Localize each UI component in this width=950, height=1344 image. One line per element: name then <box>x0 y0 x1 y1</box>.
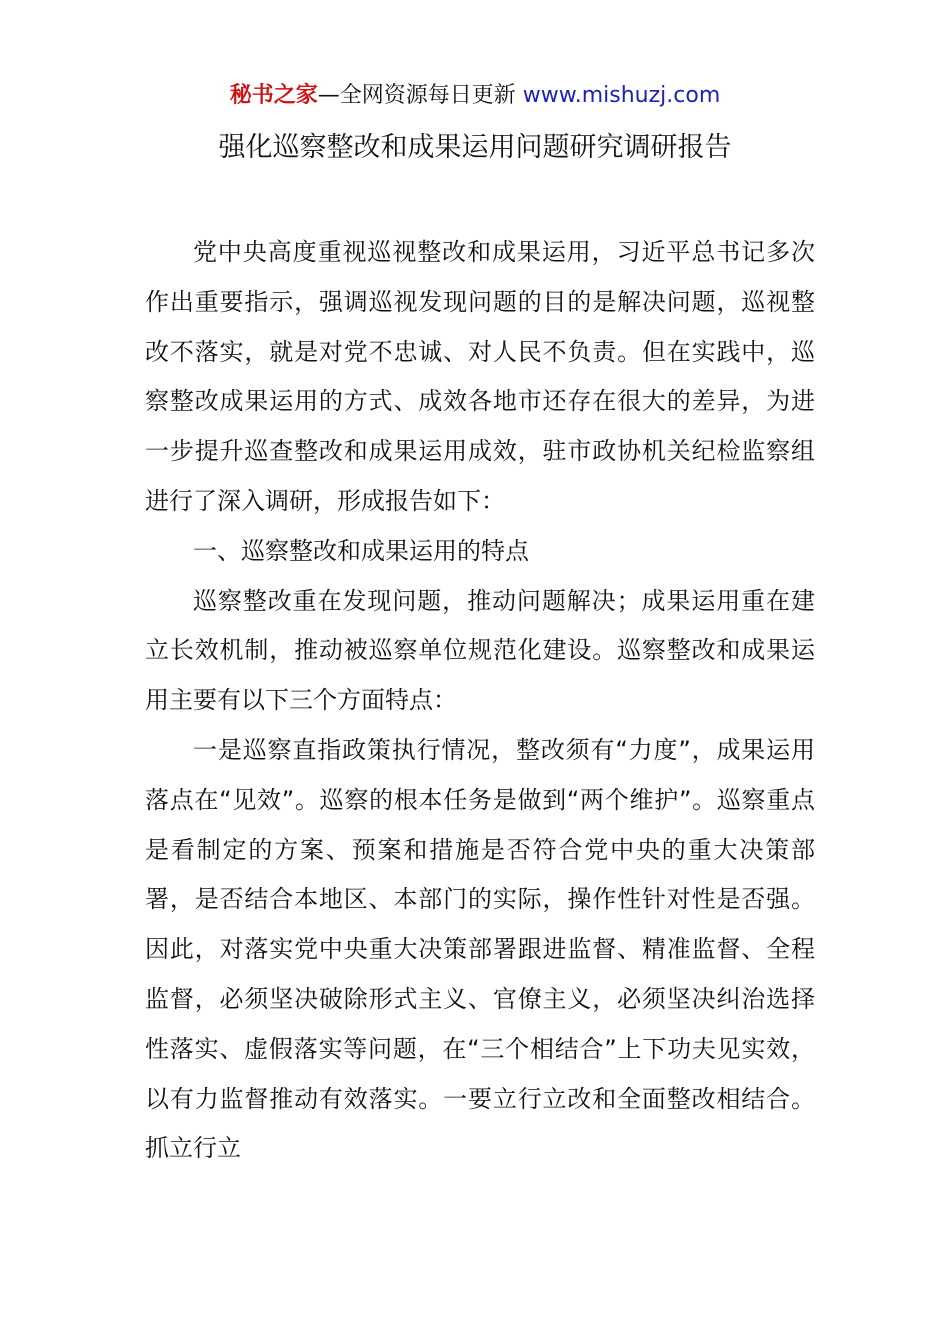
document-body <box>145 228 815 1174</box>
site-header <box>0 80 950 112</box>
section-heading-1: 一、巡察整改和成果运用的特点 <box>193 536 529 565</box>
site-tagline: —全网资源每日更新 <box>317 83 523 108</box>
paragraph-features: 巡察整改重在发现问题，推动问题解决；成果运用重在建立长效机制，推动被巡察单位规范化建设。巡察整改和成果运用主要有以下三个方面特点： <box>145 586 815 715</box>
document-title: 强化巡察整改和成果运用问题研究调研报告 <box>218 132 732 163</box>
site-brand: 秘书之家 <box>229 83 318 108</box>
paragraph-point-1: 一是巡察直指政策执行情况，整改须有“力度”，成果运用落点在“见效”。巡察的根本任务是做到“两个维护”。巡察重点是看制定的方案、预案和措施是否符合党中央的重大决策部署，是否结合本地区、本部门的实际，操作性针对性是否强。因此，对落实党中央重大决策部署跟进监督、精准监督、全程监督，必须坚决破除形式主义、官僚主义，必须坚决纠治选择性落实、虚假落实等问题，在“三个相结合”上下功夫见实效，以有力监督推动有效落实。一要立行立改和全面整改相结合。抓立行立 <box>145 735 815 1163</box>
paragraph-intro: 党中央高度重视巡视整改和成果运用，习近平总书记多次作出重要指示，强调巡视发现问题的目的是解决问题，巡视整改不落实，就是对党不忠诚、对人民不负责。但在实践中，巡察整改成果运用的方式、成效各地市还存在很大的差异，为进一步提升巡查整改和成果运用成效，驻市政协机关纪检监察组进行了深入调研，形成报告如下： <box>145 238 815 515</box>
site-url-link[interactable]: www.mishuzj.com <box>522 83 721 108</box>
